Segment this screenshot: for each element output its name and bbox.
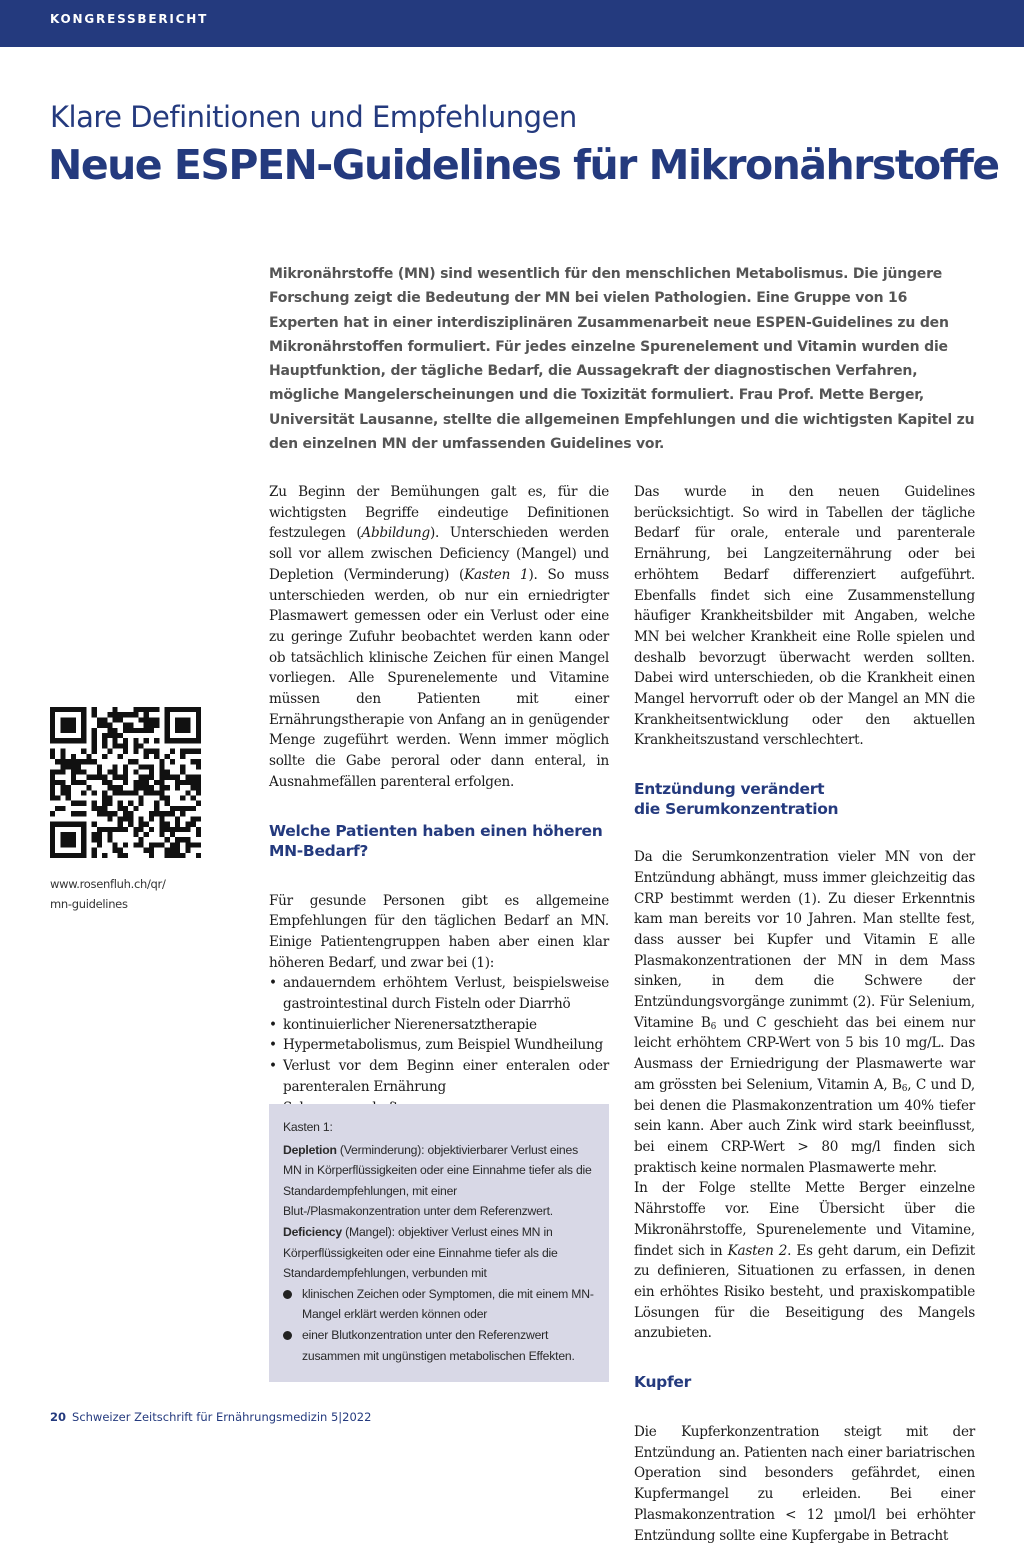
journal-name: Schweizer Zeitschrift für Ernährungsmedizin 5|2022 [72, 1410, 372, 1424]
body-paragraph: Die Kupferkonzentration steigt mit der Entzündung an. Patienten nach einer bariatrischen Operation sind besonders gefährdet, einen Kupfermangel zu erleiden. Bei einer Plasmakonzentration < 12 µmol/l bei erhöhter Entzündung sollte eine Kupfergabe in Betracht [634, 1424, 975, 1544]
body-column-right [634, 482, 975, 1546]
box-definition [283, 1140, 595, 1222]
page-number: 20 [50, 1410, 67, 1424]
section-label: KONGRESSBERICHT [50, 12, 209, 26]
page-footer [50, 1410, 371, 1424]
bullet-list [269, 973, 609, 1118]
info-box [269, 1104, 609, 1382]
list-item: • Hypermetabolismus, zum Beispiel Wundheilung [269, 1035, 609, 1056]
text-run: ). Unterschieden werden soll vor allem zwischen Deficiency (Mangel) und Depletion (Verminderung) ( [269, 525, 610, 583]
definition-term: Deficiency [283, 1224, 342, 1239]
text-run: In der Folge stellte Mette Berger einzelne Nährstoffe vor. Eine Übersicht über die Mikronährstoffe, Spurenelemente und Vitamine, findet sich in [634, 1180, 975, 1259]
heading-line: Entzündung verändert [634, 780, 825, 799]
body-paragraph: Das wurde in den neuen Guidelines berücksichtigt. So wird in Tabellen der tägliche Bedarf für orale, enterale und parenterale Ernährung, bei Langzeiternährung oder bei erhöhtem Bedarf differenziert aufgeführt. Ebenfalls findet sich eine Zusammenstellung häufiger Krankheitsbilder mit Angaben, welche MN bei welcher Krankheit eine Rolle spielen und deshalb bevorzugt überwacht werden sollten. Dabei wird unterschieden, ob die Krankheit einen Mangel hervorruft oder ob der Mangel an MN die Krankheitsentwicklung oder den aktuellen Krankheitszustand verschlechtert. [634, 484, 975, 749]
box-title: Kasten 1: [283, 1120, 333, 1134]
definition-text: (Verminderung): objektivierbarer Verlust eines MN in Körperflüssigkeiten oder eine Einnahme tiefer als die Standardempfehlungen, mit einer Blut-/Plasmakonzentration unter dem Referenzwert. [283, 1142, 592, 1219]
body-paragraph: Für gesunde Personen gibt es allgemeine Empfehlungen für den täglichen Bedarf an MN. Einige Patientengruppen haben aber einen klar höheren Bedarf, und zwar bei (1): [269, 892, 609, 971]
list-item: • kontinuierlicher Nierenersatztherapie [269, 1015, 609, 1036]
body-paragraph [634, 847, 975, 1178]
text-run: ). So muss unterschieden werden, ob nur ein erniedrigter Plasmawert gemessen oder ein Verlust oder eine zu geringe Zufuhr beobachtet werden kann oder ob tatsächlich klinische Zeichen für einen Mangel vorliegen. Alle Spurenelemente und Vitamine müssen den Patienten mit einer Ernährungstherapie von Anfang an in genügender Menge zugeführt werden. Wenn immer möglich sollte die Gabe peroral oder dann enteral, in Ausnahmefällen parenteral erfolgen. [269, 566, 609, 790]
definition-term: Depletion [283, 1142, 337, 1157]
section-heading: Welche Patienten haben einen höheren MN-Bedarf? [269, 821, 603, 860]
article-lead [269, 262, 975, 456]
qr-url-line: www.rosenfluh.ch/qr/ [50, 877, 166, 891]
text-run: und C geschieht das bei einem nur leicht erhöhtem CRP-Wert von 5 bis 10 mg/L. Das Ausmass der Erniedrigung der Plasmawerte war am grössten bei Selenium, Vitamin A, B [634, 1014, 975, 1093]
box-definition [283, 1222, 595, 1284]
text-run: Zu Beginn der Bemühungen galt es, für die wichtigsten Begriffe eindeutige Definitionen festzulegen ( [269, 484, 609, 542]
definition-text: (Mangel): objektiver Verlust eines MN in Körperflüssigkeiten oder eine Einnahme tiefer als die Standardempfehlungen, verbunden mit [283, 1224, 558, 1281]
text-run: . Es geht darum, ein Defizit zu definieren, Situationen zu erfassen, in denen ein erhöhtes Risiko besteht, und praxiskompatible Lösungen für die Beseitigung des Mangels anzubieten. [634, 1242, 975, 1342]
text-run: , C und D, bei denen die Plasmakonzentration um 40% tiefer sein kann. Aber auch Zink wird stark beeinflusst, bei einem CRP-Wert > 80 mg/l finden sich praktisch keine normalen Plasmawerte mehr. [634, 1076, 975, 1176]
box-reference: Kasten 2 [727, 1242, 788, 1259]
text-run: Da die Serumkonzentration vieler MN von der Entzündung abhängt, muss immer gleichzeitig das CRP bestimmt werden (1). Zu dieser Erkenntnis kam man bereits vor 10 Jahren. Man stellte fest, dass ausser bei Kupfer und Vitamin E alle Plasmakonzentrationen der MN in dem Mass sinken, in dem die Schwere der Entzündungsvorgänge zunimmt (2). Für Selenium, Vitamine B [634, 849, 975, 1031]
lead-paragraph: Mikronährstoffe (MN) sind wesentlich für den menschlichen Metabolismus. Die jüngere Forschung zeigt die Bedeutung der MN bei vielen Pathologien. Eine Gruppe von 16 Experten hat in einer interdisziplinären Zusammenarbeit neue ESPEN-Guidelines zu den Mikronährstoffen formuliert. Für jedes einzelne Spurenelement und Vitamin wurden die Hauptfunktion, der tägliche Bedarf, die Aussagekraft der diagnostischen Verfahren, mögliche Mangelerscheinungen und die Toxizität formuliert. Frau Prof. Mette Berger, Universität Lausanne, stellte die allgemeinen Empfehlungen und die wichtigsten Kapitel zu den einzelnen MN der umfassenden Guidelines vor. [269, 266, 975, 453]
list-item: einer Blutkonzentration unter den Referenzwert zusammen mit ungünstigen metabolischen Effekten. [283, 1325, 595, 1366]
qr-url-line: mn-guidelines [50, 897, 128, 911]
qr-code[interactable] [50, 707, 201, 858]
qr-caption [50, 874, 166, 914]
box-reference: Kasten 1 [464, 566, 529, 583]
article-title: Neue ESPEN-Guidelines für Mikronährstoffe [48, 141, 999, 189]
intro-paragraph [269, 482, 609, 793]
subscript: 6 [710, 1021, 717, 1032]
section-heading [634, 779, 975, 819]
subscript: 6 [901, 1083, 908, 1094]
list-item: • Verlust vor dem Beginn einer enteralen oder parenteralen Ernährung [269, 1056, 609, 1097]
header-bar [0, 0, 1024, 47]
article-kicker: Klare Definitionen und Empfehlungen [50, 100, 577, 134]
box-bullet-list [283, 1284, 595, 1366]
section-heading: Kupfer [634, 1373, 691, 1392]
list-item: klinischen Zeichen oder Symptomen, die mit einem MN-Mangel erklärt werden können oder [283, 1284, 595, 1325]
list-item: • andauerndem erhöhtem Verlust, beispielsweise gastrointestinal durch Fisteln oder Diarrhö [269, 973, 609, 1014]
body-column-left [269, 482, 609, 1118]
body-paragraph [634, 1178, 975, 1344]
heading-line: die Serumkonzentration [634, 800, 839, 819]
figure-reference: Abbildung [361, 525, 430, 542]
